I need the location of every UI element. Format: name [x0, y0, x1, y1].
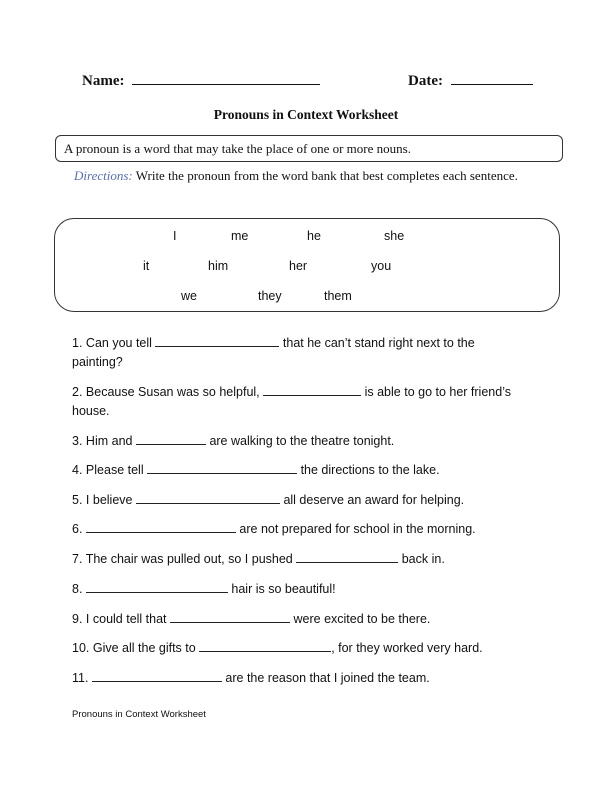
date-label: Date: — [408, 73, 443, 89]
answer-blank[interactable] — [136, 432, 206, 445]
question-1: 1. Can you tell that he can’t stand right next to the painting? — [72, 336, 475, 369]
question-4: 4. Please tell the directions to the lake. — [72, 463, 440, 477]
word-bank-item: them — [324, 289, 352, 303]
answer-blank[interactable] — [86, 520, 236, 533]
answer-blank[interactable] — [86, 580, 228, 593]
name-label: Name: — [82, 73, 125, 89]
answer-blank[interactable] — [136, 491, 280, 504]
directions-label: Directions: — [74, 168, 133, 183]
question-9: 9. I could tell that were excited to be there. — [72, 612, 431, 626]
word-bank-item: me — [231, 229, 249, 243]
question-11: 11. are the reason that I joined the team. — [72, 671, 430, 685]
question-7: 7. The chair was pulled out, so I pushed back in. — [72, 552, 445, 566]
directions-text: Write the pronoun from the word bank that best completes each sentence. — [135, 168, 518, 183]
word-bank-item: it — [143, 259, 150, 273]
name-field[interactable] — [82, 70, 320, 90]
date-blank[interactable] — [451, 70, 533, 85]
question-6: 6. are not prepared for school in the morning. — [72, 522, 476, 536]
question-3: 3. Him and are walking to the theatre tonight. — [72, 434, 395, 448]
answer-blank[interactable] — [92, 669, 222, 682]
date-field[interactable] — [408, 70, 533, 90]
page-title: Pronouns in Context Worksheet — [213, 107, 399, 122]
word-bank-item: he — [307, 229, 321, 243]
answer-blank[interactable] — [263, 383, 361, 396]
word-bank-item: him — [208, 259, 229, 273]
definition-text: A pronoun is a word that may take the place of one or more nouns. — [64, 141, 411, 156]
answer-blank[interactable] — [199, 639, 331, 652]
directions — [74, 168, 544, 184]
word-bank-item: I — [173, 229, 177, 243]
answer-blank[interactable] — [155, 334, 279, 347]
word-bank-item: they — [258, 289, 282, 303]
question-10: 10. Give all the gifts to , for they worked very hard. — [72, 641, 483, 655]
answer-blank[interactable] — [147, 461, 297, 474]
question-2: 2. Because Susan was so helpful, is able to go to her friend’s house. — [72, 385, 511, 418]
word-bank-item: her — [289, 259, 308, 273]
question-8: 8. hair is so beautiful! — [72, 582, 336, 596]
answer-blank[interactable] — [170, 610, 290, 623]
answer-blank[interactable] — [296, 550, 398, 563]
word-bank-item: she — [384, 229, 405, 243]
question-5: 5. I believe all deserve an award for helping. — [72, 493, 465, 507]
name-blank[interactable] — [132, 70, 320, 85]
word-bank-item: we — [181, 289, 197, 303]
footer-text: Pronouns in Context Worksheet — [72, 709, 206, 720]
word-bank-item: you — [371, 259, 392, 273]
